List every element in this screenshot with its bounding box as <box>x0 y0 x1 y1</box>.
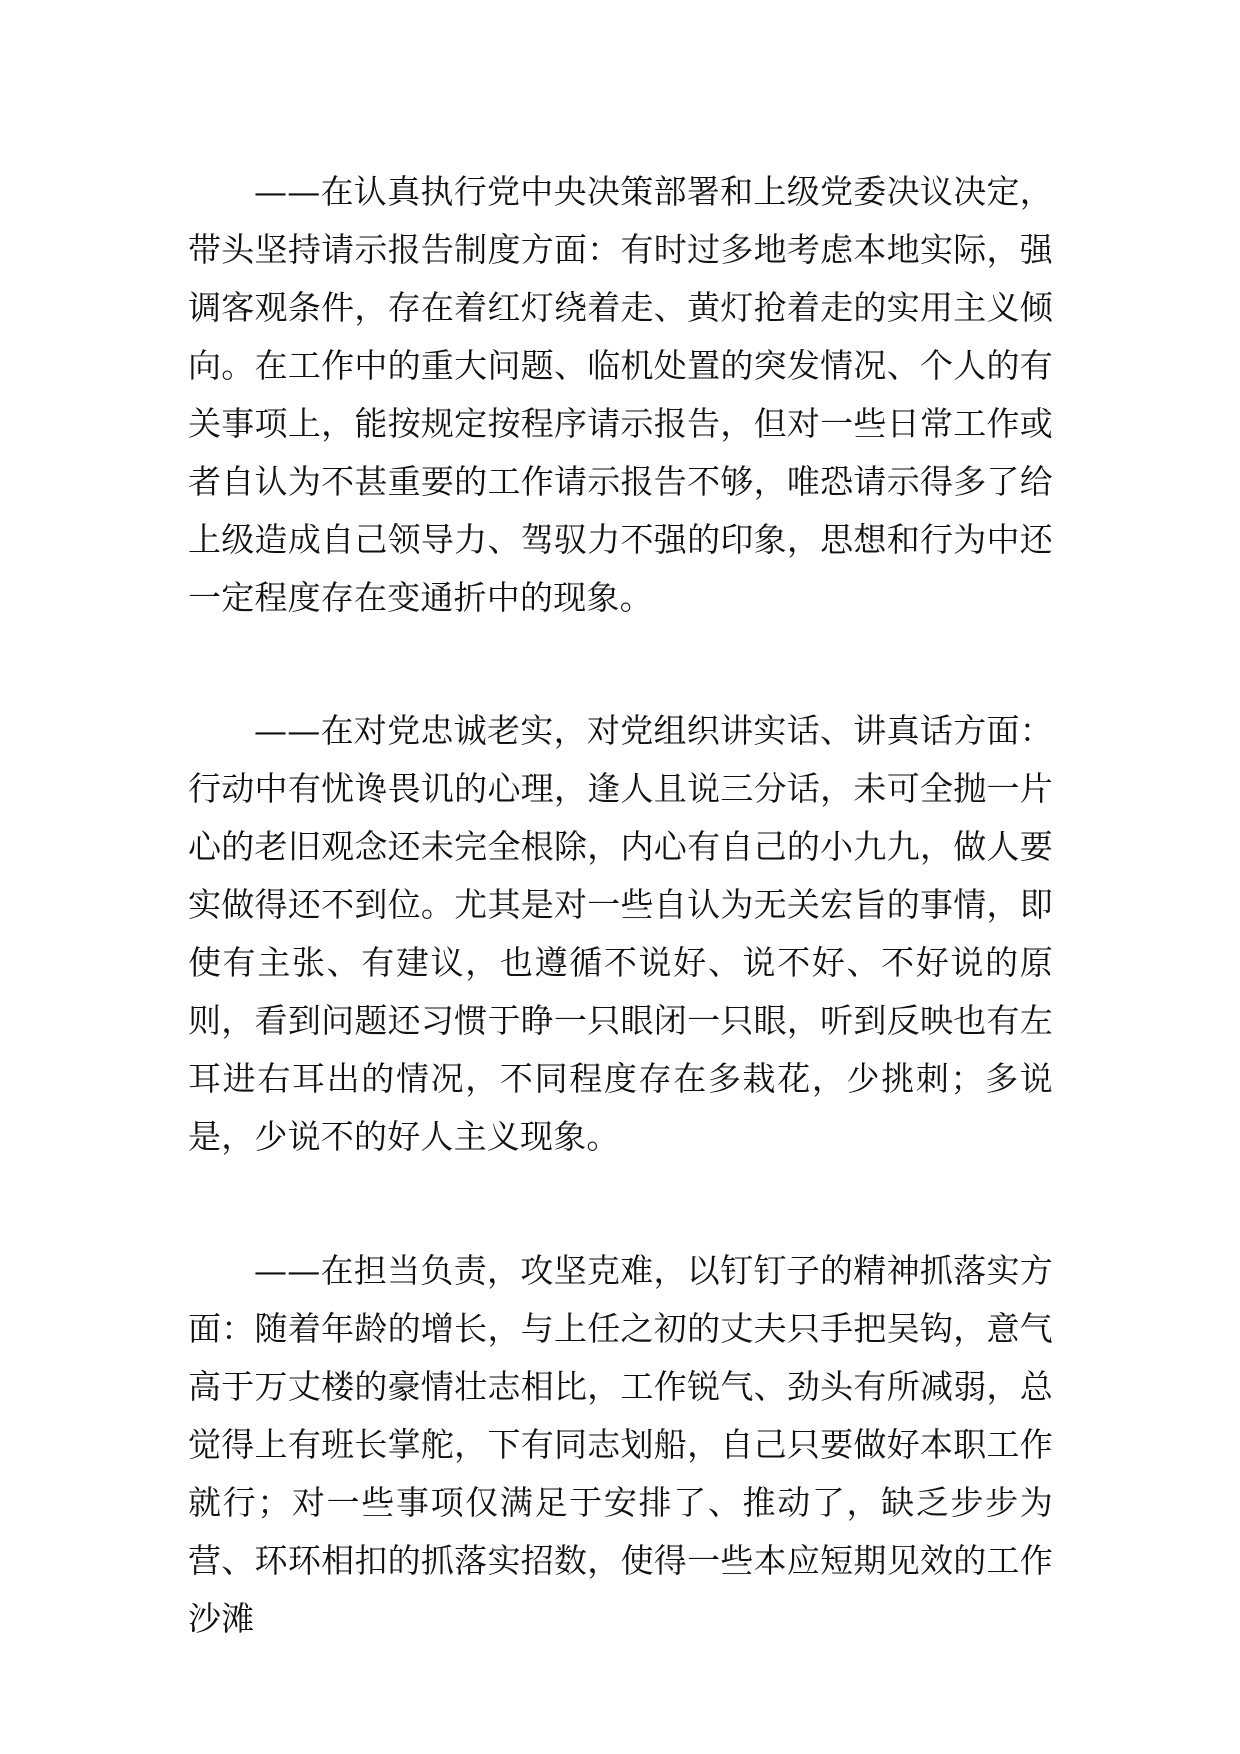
paragraph-loyalty-honesty: ——在对党忠诚老实，对党组织讲实话、讲真话方面：行动中有忧谗畏讥的心理，逢人且说三分话，未可全抛一片心的老旧观念还未完全根除，内心有自己的小九九，做人要实做得还不到位。尤其是对一些自认为无关宏旨的事情，即使有主张、有建议，也遵循不说好、说不好、不好说的原则，看到问题还习惯于睁一只眼闭一只眼，听到反映也有左耳进右耳出的情况，不同程度存在多栽花，少挑刺；多说是，少说不的好人主义现象。 <box>188 711 1053 1156</box>
paragraph-reporting-system: ——在认真执行党中央决策部署和上级党委决议决定，带头坚持请示报告制度方面：有时过多地考虑本地实际，强调客观条件，存在着红灯绕着走、黄灯抢着走的实用主义倾向。在工作中的重大问题、临机处置的突发情况、个人的有关事项上，能按规定按程序请示报告，但对一些日常工作或者自认为不甚重要的工作请示报告不够，唯恐请示得多了给上级造成自己领导力、驾驭力不强的印象，思想和行为中还一定程度存在变通折中的现象。 <box>188 172 1053 617</box>
paragraph-responsibility-implementation: ——在担当负责，攻坚克难，以钉钉子的精神抓落实方面：随着年龄的增长，与上任之初的丈夫只手把吴钩，意气高于万丈楼的豪情壮志相比，工作锐气、劲头有所减弱，总觉得上有班长掌舵，下有同志划船，自己只要做好本职工作就行；对一些事项仅满足于安排了、推动了，缺乏步步为营、环环相扣的抓落实招数，使得一些本应短期见效的工作沙滩 <box>188 1251 1053 1638</box>
